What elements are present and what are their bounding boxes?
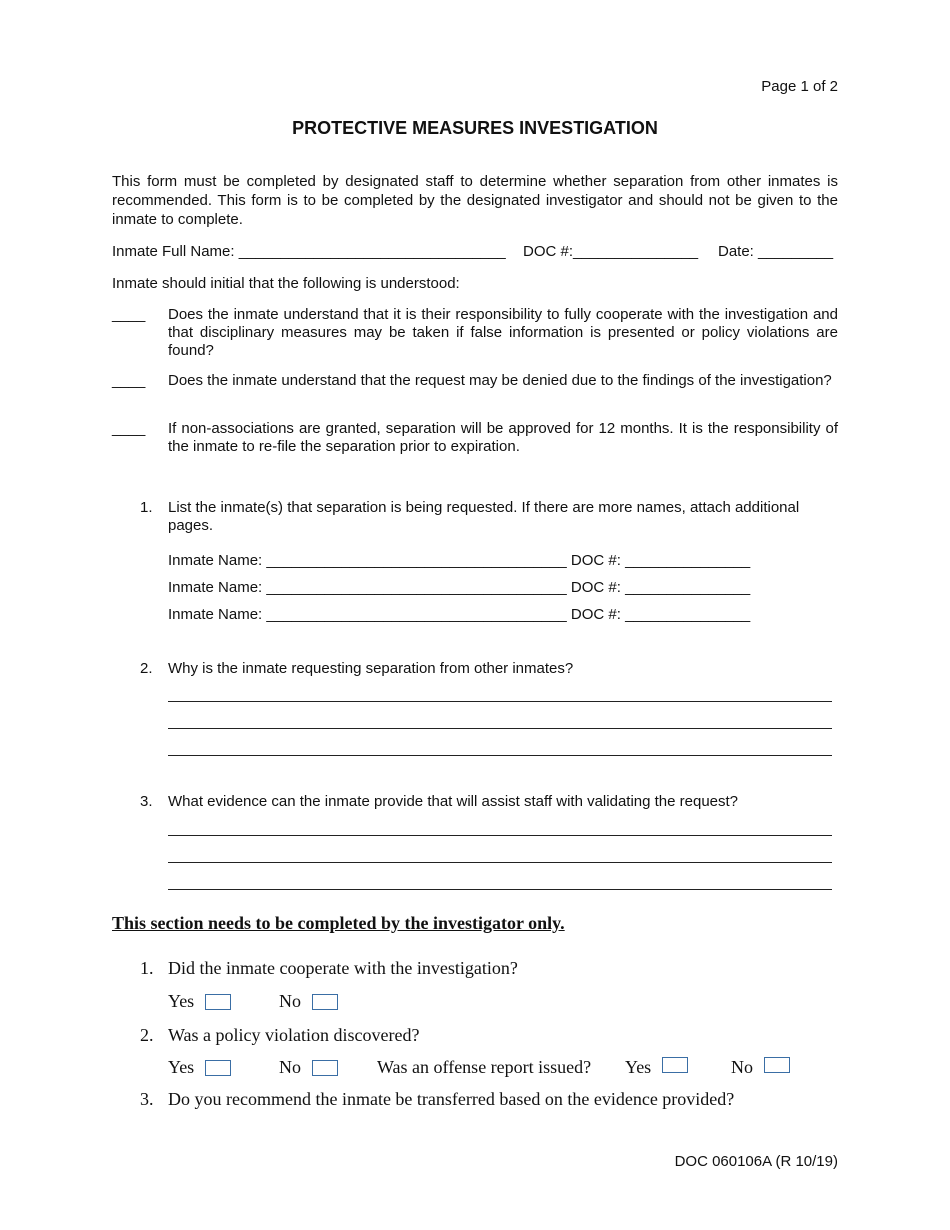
inv-question-2-text: Was a policy violation discovered? bbox=[168, 1025, 420, 1045]
answer-line[interactable] bbox=[168, 701, 832, 702]
ack-text-3: If non-associations are granted, separation will be approved for 12 months. It is the responsibility of the inmate to re-file the separation prior to expiration. bbox=[168, 420, 838, 455]
cooperate-yes-checkbox[interactable] bbox=[205, 994, 231, 1010]
doc-label: DOC #: bbox=[523, 243, 574, 260]
inmate-name-field[interactable]: ____________________________________ bbox=[266, 552, 567, 569]
offense-report-question: Was an offense report issued? bbox=[377, 1057, 592, 1077]
separation-row bbox=[168, 606, 750, 624]
inv-question-1-number: 1. bbox=[140, 958, 154, 978]
yes-label: Yes bbox=[625, 1057, 652, 1077]
question-3-number: 3. bbox=[140, 793, 153, 810]
yes-label: Yes bbox=[168, 991, 195, 1011]
answer-line[interactable] bbox=[168, 889, 832, 890]
inv-question-1-text: Did the inmate cooperate with the investigation? bbox=[168, 958, 518, 978]
doc-number-group bbox=[523, 243, 698, 261]
cooperate-no-option bbox=[279, 991, 338, 1012]
inmate-name-label: Inmate Name: bbox=[168, 552, 263, 569]
inmate-full-name-field[interactable]: ________________________________ bbox=[238, 243, 506, 260]
inv-question-2-number: 2. bbox=[140, 1025, 154, 1045]
inmate-name-field[interactable]: ____________________________________ bbox=[266, 579, 567, 596]
doc-number-field[interactable]: _______________ bbox=[625, 606, 751, 623]
date-group bbox=[718, 243, 833, 261]
question-1-text: List the inmate(s) that separation is being requested. If there are more names, attach additional pages. bbox=[168, 499, 800, 534]
ack-initial-field-3[interactable]: ____ bbox=[112, 420, 146, 437]
question-2-text: Why is the inmate requesting separation from other inmates? bbox=[168, 660, 574, 677]
answer-line[interactable] bbox=[168, 755, 832, 756]
inmate-name-label: Inmate Name: bbox=[168, 579, 263, 596]
doc-label: DOC #: bbox=[570, 579, 621, 596]
doc-label: DOC #: bbox=[570, 552, 621, 569]
inmate-full-name-label bbox=[112, 243, 506, 261]
no-label: No bbox=[731, 1057, 753, 1077]
question-3-text: What evidence can the inmate provide that will assist staff with validating the request? bbox=[168, 793, 739, 810]
investigator-section-heading: This section needs to be completed by the investigator only. bbox=[112, 913, 565, 933]
violation-no-checkbox[interactable] bbox=[312, 1060, 338, 1076]
ack-initial-field-2[interactable]: ____ bbox=[112, 372, 146, 389]
answer-line[interactable] bbox=[168, 862, 832, 863]
no-label: No bbox=[279, 1057, 301, 1077]
no-label: No bbox=[279, 991, 301, 1011]
answer-line[interactable] bbox=[168, 728, 832, 729]
inv-question-3-text: Do you recommend the inmate be transferred based on the evidence provided? bbox=[168, 1089, 735, 1109]
yes-label: Yes bbox=[168, 1057, 195, 1077]
page-title: PROTECTIVE MEASURES INVESTIGATION bbox=[292, 118, 658, 138]
doc-number-field[interactable]: _______________ bbox=[625, 579, 751, 596]
separation-row bbox=[168, 579, 750, 597]
question-1-number: 1. bbox=[140, 499, 153, 516]
ack-text-2: Does the inmate understand that the request may be denied due to the findings of the investigation? bbox=[168, 372, 832, 389]
separation-row bbox=[168, 552, 750, 570]
doc-number-field[interactable]: _______________ bbox=[573, 243, 699, 260]
inv-question-3-number: 3. bbox=[140, 1089, 154, 1109]
ack-initial-field-1[interactable]: ____ bbox=[112, 306, 146, 323]
cooperate-no-checkbox[interactable] bbox=[312, 994, 338, 1010]
cooperate-yes-option bbox=[168, 991, 231, 1012]
name-label: Inmate Full Name: bbox=[112, 243, 235, 260]
offense-no-checkbox[interactable] bbox=[764, 1057, 790, 1073]
offense-yes-checkbox[interactable] bbox=[662, 1057, 688, 1073]
doc-label: DOC #: bbox=[570, 606, 621, 623]
intro-paragraph: This form must be completed by designated staff to determine whether separation from other inmates is recommended. This form is to be completed by the designated investigator and should not be given to the inmate to complete. bbox=[112, 173, 838, 228]
doc-number-field[interactable]: _______________ bbox=[625, 552, 751, 569]
question-2-number: 2. bbox=[140, 660, 153, 677]
offense-no-option bbox=[731, 1057, 790, 1078]
date-field[interactable]: _________ bbox=[758, 243, 834, 260]
offense-yes-option bbox=[625, 1057, 688, 1078]
violation-yes-checkbox[interactable] bbox=[205, 1060, 231, 1076]
violation-yes-option bbox=[168, 1057, 231, 1078]
inmate-name-label: Inmate Name: bbox=[168, 606, 263, 623]
date-label: Date: bbox=[718, 243, 754, 260]
page-number: Page 1 of 2 bbox=[761, 78, 838, 95]
inmate-name-field[interactable]: ____________________________________ bbox=[266, 606, 567, 623]
violation-no-option bbox=[279, 1057, 338, 1078]
answer-line[interactable] bbox=[168, 835, 832, 836]
ack-text-1: Does the inmate understand that it is their responsibility to fully cooperate with the investigation and that disciplinary measures may be taken if false information is presented or policy violations are found? bbox=[168, 306, 838, 359]
form-code: DOC 060106A (R 10/19) bbox=[674, 1153, 838, 1170]
initial-instruction: Inmate should initial that the following is understood: bbox=[112, 275, 460, 292]
